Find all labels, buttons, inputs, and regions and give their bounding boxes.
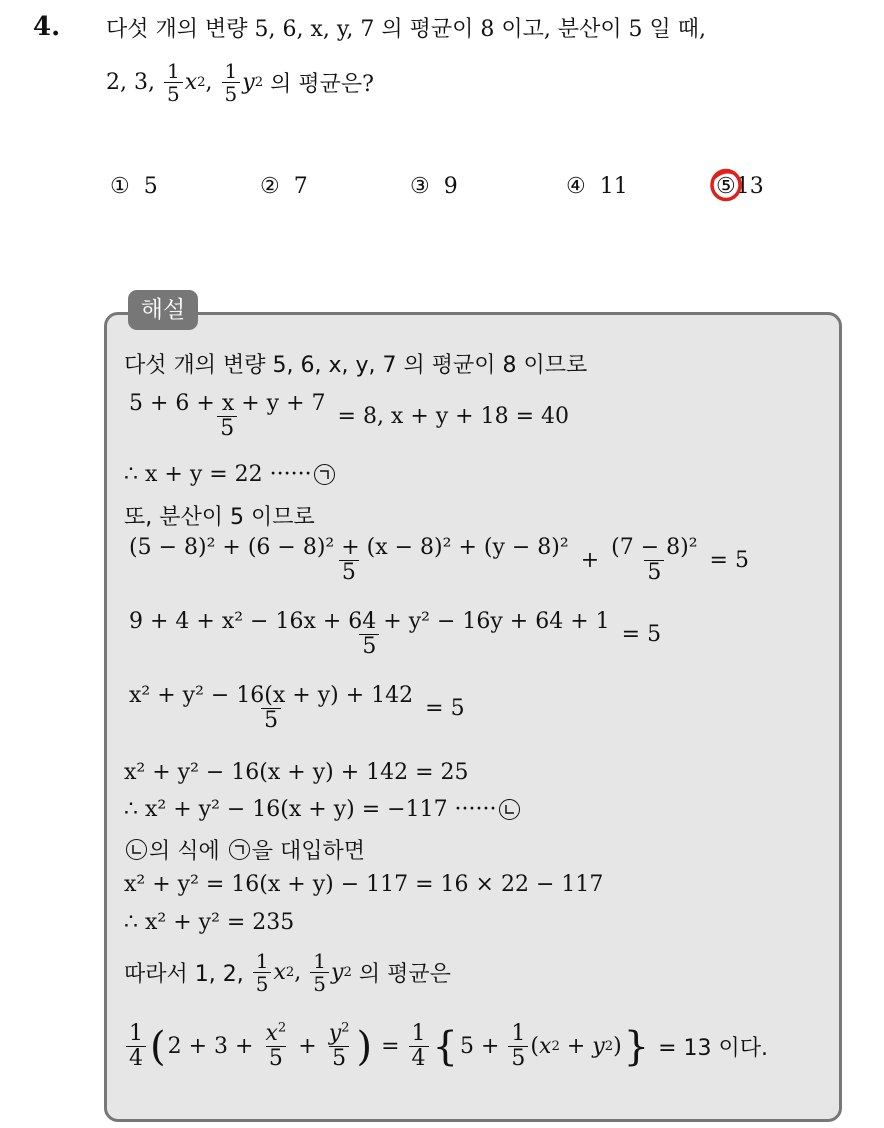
- nieun-circle-icon: [126, 839, 147, 860]
- solution-line-7: $\frac{\text{x² + y² − 16(x + y) + 142}}{5}$ = 5: [129, 683, 465, 734]
- solution-line-9: ∴ x² + y² − 16(x + y) = −117 ······: [124, 797, 522, 822]
- question-line-2: 2, 3, $\frac{1}{5}$ x 2 , $\frac{1}{5}$ y 2 의 평균은?: [106, 59, 374, 106]
- question-number: 4.: [33, 12, 61, 42]
- solution-line-11: x² + y² = 16(x + y) − 117 = 16 × 22 − 117: [124, 872, 604, 897]
- choice-1[interactable]: ① 5: [110, 174, 158, 199]
- choice-4[interactable]: ④ 11: [566, 174, 628, 199]
- question-text: 다섯 개의 변량 5, 6, x, y, 7 의 평균이 8 이고, 분산이 5 일 때,: [106, 17, 707, 42]
- solution-line-5: $\frac{\text{(5 − 8)² + (6 − 8)² + (x − 8)² + (y − 8)²}}{5}$ + $\frac{\text{(7 − 8)²}}{5}$ = 5: [129, 535, 749, 586]
- choice-2[interactable]: ② 7: [260, 174, 308, 199]
- answer-circle-mark: [710, 168, 744, 202]
- giyeok-circle-icon: [314, 464, 335, 485]
- solution-tag: 해설: [128, 290, 198, 330]
- choice-5[interactable]: ⑤13: [716, 174, 764, 199]
- question-line-1: [106, 12, 706, 43]
- solution-line-6: $\frac{\text{9 + 4 + x² − 16x + 64 + y² − 16y + 64 + 1}}{5}$ = 5: [129, 609, 662, 660]
- solution-line-14: $\frac{1}{4}$ ( 2 + 3 + $\frac{x^2}{5}$ + $\frac{y^2}{5}$ ) = $\frac{1}{4}$ { 5 + $\frac{1}{5}$ ( x 2 + y 2 ) } = 13 이다.: [124, 1022, 768, 1071]
- nieun-circle-icon: [499, 799, 520, 820]
- choice-3[interactable]: ③ 9: [410, 174, 458, 199]
- solution-line-3: ∴ x + y = 22 ······: [124, 462, 337, 487]
- fraction-one-fifth: $\frac{1}{5}$: [164, 60, 183, 105]
- solution-line-13: 따라서 1, 2, $\frac{1}{5}$ x 2 , $\frac{1}{5}$ y 2 의 평균은: [124, 949, 451, 996]
- giyeok-circle-icon: [229, 839, 250, 860]
- solution-line-1: 다섯 개의 변량 5, 6, x, y, 7 의 평균이 8 이므로: [124, 353, 588, 378]
- question-list-prefix: 2, 3,: [106, 70, 155, 95]
- question-suffix: 의 평균은?: [270, 72, 374, 97]
- solution-line-12: ∴ x² + y² = 235: [124, 910, 295, 935]
- solution-line-8: x² + y² − 16(x + y) + 142 = 25: [124, 760, 469, 785]
- solution-line-4: 또, 분산이 5 이므로: [124, 505, 315, 530]
- solution-line-10: 의 식에 을 대입하면: [124, 834, 365, 865]
- solution-line-2: $\frac{5 + 6 + x + y + 7}{5}$ = 8, x + y + 18 = 40: [129, 391, 570, 442]
- fraction-one-fifth: $\frac{1}{5}$: [222, 60, 241, 105]
